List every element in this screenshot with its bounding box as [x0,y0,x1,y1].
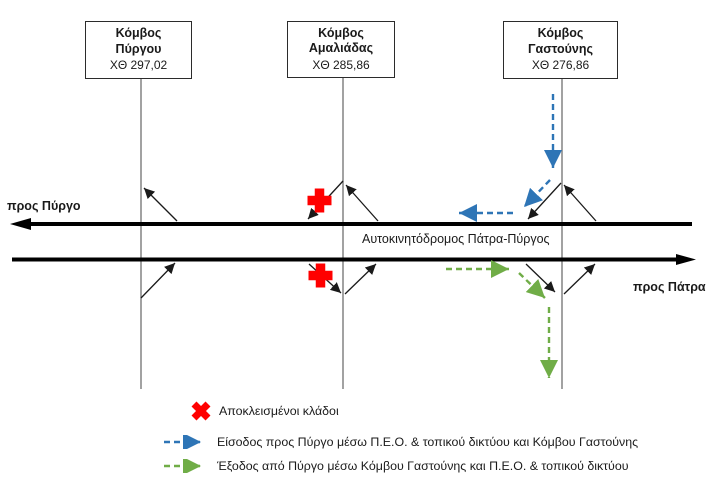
junction-name-line2: Αμαλιάδας [308,41,374,56]
junction-box-pyrgos [85,21,192,79]
junction-chainage: ΧΘ 285,86 [312,57,370,72]
gastouni-exit-ramp-west [564,185,596,221]
junction-name-line1: Κόμβος [115,26,162,41]
legend-label: Είσοδος προς Πύργο μέσω Π.Ε.Ο. & τοπικού δικτύου και Κόμβου Γαστούνης [217,435,639,449]
legend-item-exit-route [163,459,629,473]
exit-route-green [446,269,549,378]
junction-name-line2: Πύργου [115,41,162,56]
closed-branch-x-icon [191,400,211,422]
junction-box-gastouni [503,21,618,79]
legend-label: Έξοδος από Πύργο μέσω Κόμβου Γαστούνης και Π.Ε.Ο. & τοπικού δικτύου [217,459,629,473]
entry-route-blue [459,94,553,213]
eastbound-arrowhead-icon [676,254,696,265]
gastouni-entry-ramp-west [528,183,561,219]
highway-label: Αυτοκινητόδρομος Πάτρα-Πύργος [362,232,550,246]
junction-chainage: ΧΘ 297,02 [109,58,168,73]
westbound-arrowhead-icon [10,218,31,230]
gastouni-exit-ramp-east [526,264,555,292]
junction-box-amaliada [287,21,395,78]
junction-name-line1: Κόμβος [537,26,584,41]
junction-name-line1: Κόμβος [318,25,364,40]
direction-label-pyrgos: προς Πύργο [7,199,81,213]
direction-label-patra: προς Πάτρα [633,280,706,294]
exit-route-segment-diagonal [519,273,545,298]
closed-branch-marks [308,189,333,288]
gastouni-entry-ramp-east [564,264,595,294]
junction-chainage: ΧΘ 276,86 [531,58,590,73]
closed-branch-cross-top [308,189,332,213]
legend-label: Αποκλεισμένοι κλάδοι [219,404,339,418]
motorway-lines [10,218,696,265]
junction-name-line2: Γαστούνης [528,41,593,56]
entry-route-segment-diagonal [524,180,550,207]
amaliada-exit-ramp-west [346,185,378,221]
entry-route-dashed-arrow-icon [163,435,209,449]
pyrgos-entry-ramp [141,263,175,298]
exit-route-dashed-arrow-icon [163,459,209,473]
legend-item-closed-branches [191,400,339,422]
pyrgos-exit-ramp [144,188,177,221]
amaliada-entry-ramp-east [345,264,376,294]
legend-item-entry-route [163,435,638,449]
